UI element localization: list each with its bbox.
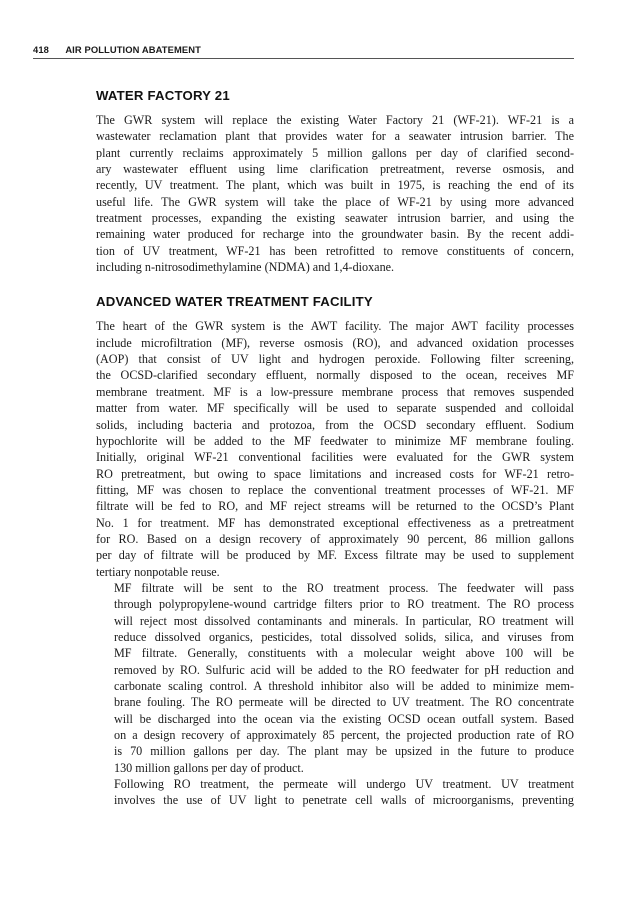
text-line: fitting, MF was chosen to replace the conventional treatment processes of WF-21. MF — [96, 482, 574, 497]
text-line: tion of UV treatment, WF-21 has been retrofitted to remove constituents of concern, — [96, 243, 574, 258]
text-line: carbonate scaling control. A threshold inhibitor also will be added to minimize mem- — [114, 679, 574, 693]
section-heading-water-factory-21: WATER FACTORY 21 — [96, 88, 230, 103]
paragraph-ro-treatment — [96, 580, 574, 776]
text-line: include microfiltration (MF), reverse osmosis (RO), and advanced oxidation processes — [96, 335, 574, 350]
text-line: (AOP) that consist of UV light and hydrogen peroxide. Following filter screening, — [96, 352, 574, 367]
text-line: for RO. Based on a design recovery of approximately 90 percent, 86 million gallons — [96, 531, 574, 546]
text-line: membrane treatment. MF is a low-pressure membrane process that removes suspended — [96, 384, 574, 399]
text-line: The GWR system will replace the existing Water Factory 21 (WF-21). WF-21 is a — [96, 113, 574, 127]
page-number: 418 — [33, 44, 49, 55]
text-line: RO pretreatment, but owing to space limitations and increased costs for WF-21 retro- — [96, 466, 574, 481]
text-line: plant currently reclaims approximately 5 million gallons per day of clarified second- — [96, 145, 574, 160]
text-line: on a design recovery of approximately 85 percent, the projected production rate of RO — [114, 728, 574, 743]
text-line: treatment processes, expanding the existing seawater intrusion barrier, and using the — [96, 211, 574, 226]
text-line: reduce dissolved organics, pesticides, total dissolved solids, silica, and viruses from — [114, 629, 574, 644]
text-line: MF filtrate. Generally, constituents with a molecular weight above 100 will be — [114, 646, 574, 661]
text-line: is 70 million gallons per day. The plant may be upsized in the future to produce — [114, 744, 574, 759]
running-header — [33, 44, 574, 59]
text-line: MF filtrate will be sent to the RO treatment process. The feedwater will pass — [114, 580, 574, 595]
text-line: remaining water produced for recharge into the groundwater basin. By the recent addi- — [96, 227, 574, 242]
running-title: AIR POLLUTION ABATEMENT — [65, 44, 201, 55]
text-line: solids, including bacteria and protozoa, from the OCSD secondary effluent. Sodium — [96, 417, 574, 432]
text-line: Initially, original WF-21 conventional facilities were evaluated for the GWR system — [96, 450, 574, 465]
text-line: will reject most dissolved contaminants and minerals. In particular, RO treatment will — [114, 613, 574, 628]
text-line: ary wastewater effluent using lime clarification pretreatment, reverse osmosis, and — [96, 162, 574, 177]
text-line: 130 million gallons per day of product. — [114, 760, 304, 775]
text-line: Following RO treatment, the permeate will undergo UV treatment. UV treatment — [114, 777, 574, 792]
text-line: tertiary nonpotable reuse. — [96, 564, 220, 579]
text-line: No. 1 for treatment. MF has demonstrated exceptional effectiveness as a pretreatment — [96, 515, 574, 530]
text-line: hypochlorite will be added to the MF feedwater to minimize MF membrane fouling. — [96, 433, 574, 448]
text-line: involves the use of UV light to penetrate cell walls of microorganisms, preventing — [114, 793, 574, 808]
text-line: through polypropylene-wound cartridge filters prior to RO treatment. The RO process — [114, 597, 574, 612]
section-heading-advanced-water-treatment-facility: ADVANCED WATER TREATMENT FACILITY — [96, 294, 373, 310]
text-line: useful life. The GWR system will take the place of WF-21 by using more advanced — [96, 194, 574, 209]
text-line: will be discharged into the ocean via the existing OCSD ocean outfall system. Based — [114, 711, 574, 726]
paragraph-awt-facility — [96, 318, 574, 580]
text-line: wastewater reclamation plant that provides water for a seawater intrusion barrier. The — [96, 129, 574, 144]
text-line: matter from water. MF specifically will be used to separate suspended and colloidal — [96, 401, 574, 416]
page-body — [96, 88, 574, 809]
text-line: the OCSD-clarified secondary effluent, normally disposed to the ocean, receives MF — [96, 368, 574, 383]
paragraph-uv-treatment — [96, 776, 574, 809]
text-line: removed by RO. Sulfuric acid will be added to the RO feedwater for pH reduction and — [114, 662, 574, 677]
text-line: filtrate will be fed to RO, and MF reject streams will be returned to the OCSD’s Plant — [96, 499, 574, 514]
text-line: The heart of the GWR system is the AWT facility. The major AWT facility processes — [96, 319, 574, 334]
text-line: recently, UV treatment. The plant, which was built in 1975, is reaching the end of its — [96, 178, 574, 193]
text-line: including n-nitrosodimethylamine (NDMA) and 1,4-dioxane. — [96, 260, 395, 275]
paragraph-water-factory-21 — [96, 112, 574, 275]
text-line: brane fouling. The RO permeate will be directed to UV treatment. The RO concentrate — [114, 695, 574, 710]
text-line: per day of filtrate will be produced by MF. Excess filtrate may be used to supplement — [96, 548, 574, 563]
